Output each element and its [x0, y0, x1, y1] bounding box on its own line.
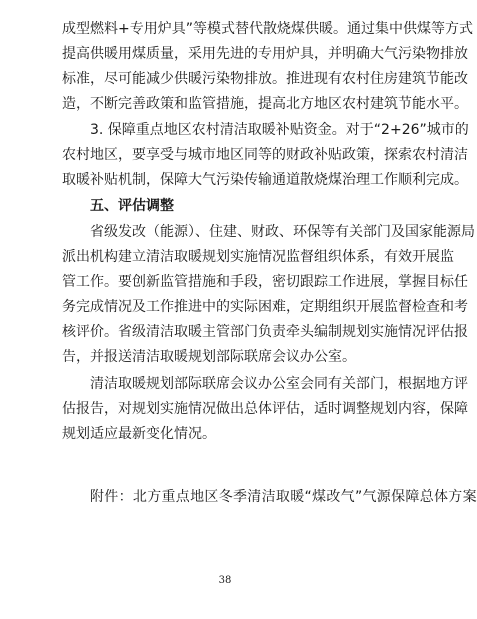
body-text-line: 告，并报送清洁取暖规划部际联席会议办公室。 — [62, 349, 356, 365]
body-text-line: 规划适应最新变化情况。 — [62, 426, 216, 442]
body-text-line: 省级发改（能源）、住建、财政、环保等有关部门及国家能源局 — [90, 224, 475, 240]
body-text-line: 农村地区，要享受与城市地区同等的财政补贴政策，探索农村清洁 — [62, 147, 468, 163]
body-text-line: 务完成情况及工作推进中的实际困难，定期组织开展监督检查和考 — [62, 299, 468, 315]
page-number: 38 — [218, 575, 232, 586]
numbered-item-heading: 3. 保障重点地区农村清洁取暖补贴资金。对于“2+26”城市的 — [90, 122, 469, 138]
body-text-line: 成型燃料+专用炉具”等模式替代散烧煤供暖。通过集中供煤等方式 — [62, 21, 473, 37]
body-text-line: 标准，尽可能减少供暖污染物排放。推进现有农村住房建筑节能改 — [62, 71, 468, 87]
body-text-line: 派出机构建立清洁取暖规划实施情况监督组织体系，有效开展监 — [62, 249, 454, 265]
body-text-line: 取暖补贴机制，保障大气污染传输通道散烧煤治理工作顺利完成。 — [62, 172, 468, 188]
section-heading: 五、评估调整 — [90, 198, 174, 214]
body-text-line: 清洁取暖规划部际联席会议办公室会同有关部门，根据地方评 — [90, 376, 468, 392]
body-text-line: 估报告，对规划实施情况做出总体评估，适时调整规划内容，保障 — [62, 401, 468, 417]
body-text-line: 管工作。要创新监管措施和手段，密切跟踪工作进展，掌握目标任 — [62, 274, 468, 290]
body-text-line: 提高供暖用煤质量，采用先进的专用炉具，并明确大气污染物排放 — [62, 46, 468, 62]
body-text-line: 造，不断完善政策和监管措施，提高北方地区农村建筑节能水平。 — [62, 96, 468, 112]
attachment-line: 附件：北方重点地区冬季清洁取暖“煤改气”气源保障总体方案 — [90, 489, 477, 505]
body-text-line: 核评价。省级清洁取暖主管部门负责牵头编制规划实施情况评估报 — [62, 324, 468, 340]
